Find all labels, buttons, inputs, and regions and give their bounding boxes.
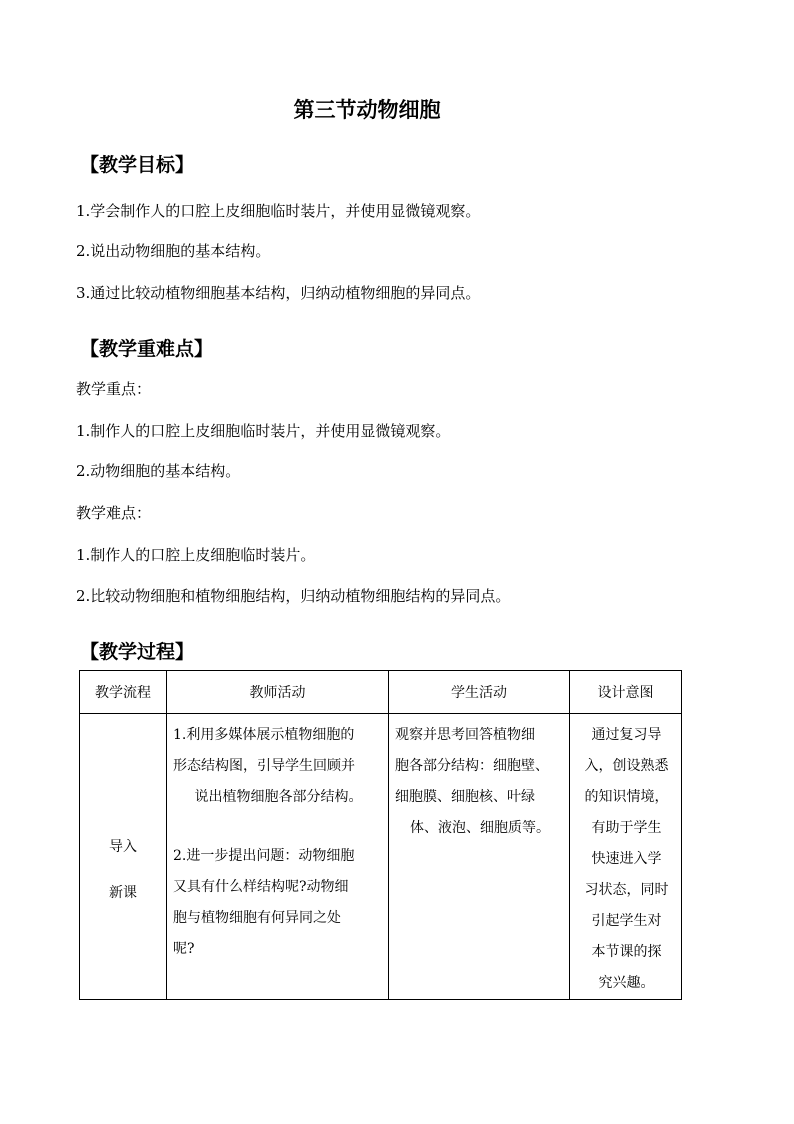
objectives-heading: 【教学目标】 — [80, 154, 195, 176]
student-activity-cell — [389, 714, 570, 1000]
focus-label: 教学重点： — [76, 380, 152, 398]
objective-item: 2.说出动物细胞的基本结构。 — [76, 242, 271, 260]
intent-text-line: 习状态，同时 — [584, 882, 669, 898]
intent-text-line: 快速进入学 — [591, 851, 662, 867]
teacher-text-line: 形态结构图，引导学生回顾并 — [173, 758, 355, 774]
teacher-activity-cell — [167, 714, 389, 1000]
flow-line: 新课 — [109, 885, 137, 901]
flow-line: 导入 — [109, 839, 137, 855]
focus-item: 2.动物细胞的基本结构。 — [76, 462, 241, 480]
key-points-heading: 【教学重难点】 — [80, 338, 214, 360]
teacher-text-line: 2.进一步提出问题：动物细胞 — [173, 848, 355, 864]
column-header-student: 学生活动 — [389, 671, 570, 714]
intent-text-line: 入，创设熟悉 — [584, 758, 669, 774]
focus-item: 1.制作人的口腔上皮细胞临时装片，并使用显微镜观察。 — [76, 422, 451, 440]
table-row — [80, 714, 682, 1000]
table-header-row — [80, 671, 682, 714]
student-text-line: 体、液泡、细胞质等。 — [410, 820, 550, 836]
page-title: 第三节动物细胞 — [293, 98, 441, 122]
teacher-text-line: 呢? — [173, 941, 195, 957]
teacher-text-line: 又具有什么样结构呢?动物细 — [173, 879, 349, 895]
flow-cell — [80, 714, 167, 1000]
intent-text-line: 的知识情境， — [584, 789, 669, 805]
design-intent-cell — [570, 714, 682, 1000]
student-text-line: 细胞膜、细胞核、叶绿 — [395, 789, 535, 805]
teacher-text-line: 胞与植物细胞有何异同之处 — [173, 910, 341, 926]
intent-text-line: 本节课的探 — [591, 944, 662, 960]
objective-item: 3.通过比较动植物细胞基本结构，归纳动植物细胞的异同点。 — [76, 284, 481, 302]
intent-text-line: 有助于学生 — [591, 820, 662, 836]
process-heading: 【教学过程】 — [80, 641, 195, 663]
intent-text-line: 究兴趣。 — [598, 975, 655, 991]
teacher-text-line: 说出植物细胞各部分结构。 — [194, 789, 363, 805]
objective-item: 1.学会制作人的口腔上皮细胞临时装片，并使用显微镜观察。 — [76, 202, 481, 220]
process-table — [79, 670, 682, 1000]
student-text-line: 胞各部分结构：细胞壁、 — [395, 758, 549, 774]
column-header-intent: 设计意图 — [570, 671, 682, 714]
difficulty-label: 教学难点： — [76, 504, 152, 522]
difficulty-item: 2.比较动物细胞和植物细胞结构，归纳动植物细胞结构的异同点。 — [76, 587, 511, 605]
student-text-line: 观察并思考回答植物细 — [395, 727, 535, 743]
teacher-text-line: 1.利用多媒体展示植物细胞的 — [173, 727, 355, 743]
intent-text-line: 通过复习导 — [591, 727, 662, 743]
difficulty-item: 1.制作人的口腔上皮细胞临时装片。 — [76, 546, 316, 564]
intent-text-line: 引起学生对 — [591, 913, 662, 929]
column-header-flow: 教学流程 — [80, 671, 167, 714]
column-header-teacher: 教师活动 — [167, 671, 389, 714]
